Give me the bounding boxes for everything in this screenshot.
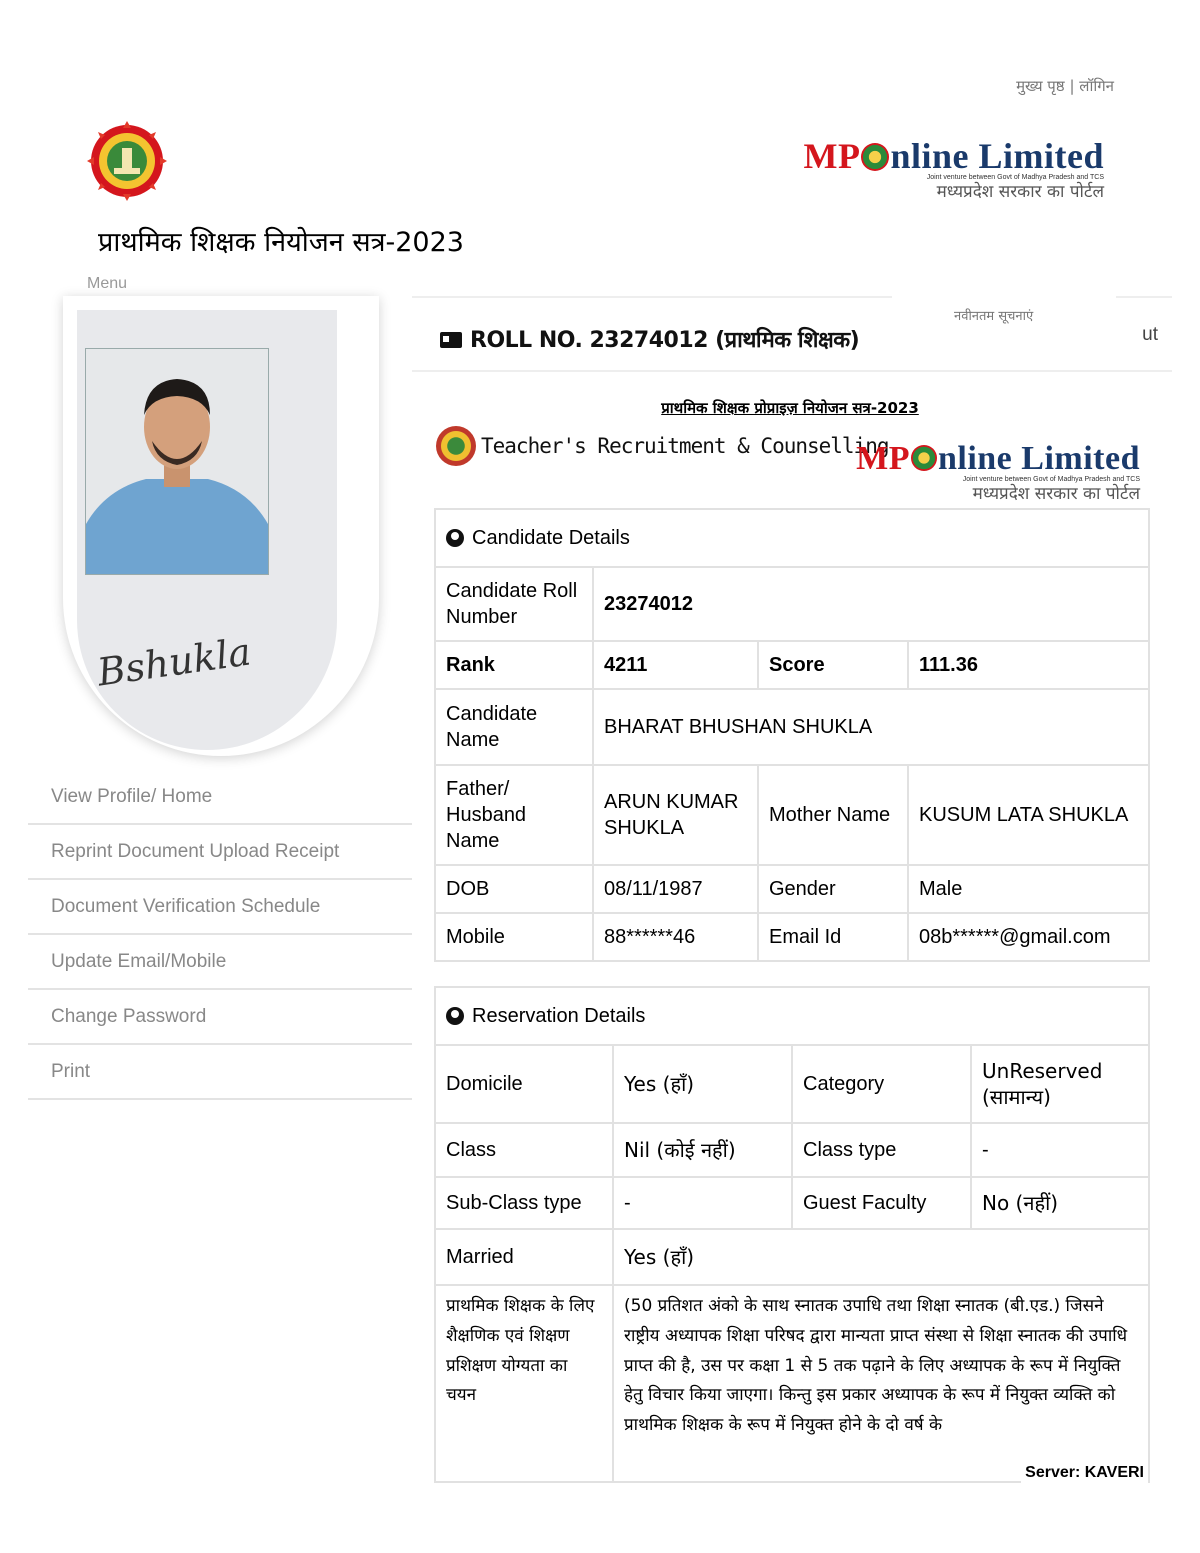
login-link[interactable]: लॉगिन bbox=[1079, 77, 1114, 95]
category-value: UnReserved (सामान्य) bbox=[971, 1045, 1149, 1123]
gender-value: Male bbox=[908, 865, 1149, 913]
mobile-value: 88******46 bbox=[593, 913, 758, 961]
user-circle-icon bbox=[446, 529, 464, 547]
candidate-details-heading bbox=[435, 509, 1149, 567]
brand-doc-hindi: मध्यप्रदेश सरकार का पोर्टल bbox=[972, 483, 1140, 504]
candidate-photo bbox=[85, 348, 269, 575]
id-card-icon bbox=[440, 332, 462, 348]
server-label: Server: KAVERI bbox=[1021, 1462, 1148, 1484]
news-ticker bbox=[892, 294, 1116, 370]
brand-doc-name: nline Limited bbox=[937, 440, 1140, 477]
father-value: ARUN KUMAR SHUKLA bbox=[593, 765, 758, 865]
reservation-section-title: Reservation Details bbox=[472, 1005, 646, 1027]
sidebar-item-verification-schedule[interactable]: Document Verification Schedule bbox=[28, 880, 412, 935]
dob-value: 08/11/1987 bbox=[593, 865, 758, 913]
trc-label: Teacher's Recruitment & Counselling bbox=[481, 434, 889, 458]
father-label: Father/ Husband Name bbox=[435, 765, 593, 865]
brand-doc-tagline: Joint venture between Govt of Madhya Pradesh and TCS bbox=[962, 476, 1140, 483]
class-label: Class bbox=[435, 1123, 613, 1177]
mponline-logo bbox=[804, 138, 1105, 202]
candidate-section-title: Candidate Details bbox=[472, 527, 630, 549]
class-value: Nil (कोई नहीं) bbox=[613, 1123, 792, 1177]
sidebar-item-view-profile[interactable]: View Profile/ Home bbox=[28, 770, 412, 825]
sidebar-item-reprint-receipt[interactable]: Reprint Document Upload Receipt bbox=[28, 825, 412, 880]
name-value: BHARAT BHUSHAN SHUKLA bbox=[593, 689, 1149, 765]
class-type-label: Class type bbox=[792, 1123, 971, 1177]
name-label: Candidate Name bbox=[435, 689, 593, 765]
sidebar-item-update-email-mobile[interactable]: Update Email/Mobile bbox=[28, 935, 412, 990]
email-value: 08b******@gmail.com bbox=[908, 913, 1149, 961]
married-label: Married bbox=[435, 1229, 613, 1285]
roll-title-text: ROLL NO. 23274012 (प्राथमिक शिक्षक) bbox=[470, 328, 860, 353]
email-label: Email Id bbox=[758, 913, 908, 961]
dob-label: DOB bbox=[435, 865, 593, 913]
subclass-value: - bbox=[613, 1177, 792, 1229]
score-value: 111.36 bbox=[908, 641, 1149, 689]
qualification-label: प्राथमिक शिक्षक के लिए शैक्षणिक एवं शिक्षण प्रशिक्षण योग्यता का चयन bbox=[435, 1285, 613, 1482]
reservation-details-heading bbox=[435, 987, 1149, 1045]
mp-seal-icon bbox=[436, 426, 476, 466]
top-links bbox=[1016, 76, 1114, 96]
reservation-details-table bbox=[434, 986, 1150, 1483]
brand-tagline: Joint venture between Govt of Madhya Pradesh and TCS bbox=[926, 174, 1104, 181]
brand-doc-mp: MP bbox=[856, 440, 910, 477]
guest-faculty-label: Guest Faculty bbox=[792, 1177, 971, 1229]
user-circle-icon bbox=[446, 1007, 464, 1025]
rank-value: 4211 bbox=[593, 641, 758, 689]
document-heading: प्राथमिक शिक्षक प्रोप्राइज़ नियोजन सत्र-2023 bbox=[661, 399, 919, 417]
brand-name: nline Limited bbox=[890, 136, 1104, 176]
rank-label: Rank bbox=[435, 641, 593, 689]
qualification-value: (50 प्रतिशत अंको के साथ स्नातक उपाधि तथा शिक्षा स्नातक (बी.एड.) जिसने राष्ट्रीय अध्यापक शिक्षा परिषद द्वारा मान्यता प्राप्त संस्था से शिक्षा स्नातक की उपाधि प्राप्त की है, उस पर कक्षा 1 से 5 तक पढ़ाने के लिए अध्यापक के रूप में नियुक्ति हेतु विचार किया जाएगा। किन्तु इस प्रकार अध्यापक के रूप में नियुक्त व्यक्ति को प्राथमिक शिक्षक के रूप में नियुक्त होने के दो वर्ष के bbox=[613, 1285, 1149, 1482]
domicile-label: Domicile bbox=[435, 1045, 613, 1123]
subclass-label: Sub-Class type bbox=[435, 1177, 613, 1229]
sidebar-item-change-password[interactable]: Change Password bbox=[28, 990, 412, 1045]
link-separator: | bbox=[1069, 77, 1075, 95]
brand-mp: MP bbox=[803, 136, 861, 176]
mp-government-emblem bbox=[86, 120, 168, 202]
profile-photo-card bbox=[63, 296, 379, 756]
roll-title bbox=[440, 324, 859, 354]
news-label[interactable]: नवीनतम सूचनाएं bbox=[954, 309, 1034, 324]
mother-value: KUSUM LATA SHUKLA bbox=[908, 765, 1149, 865]
mother-label: Mother Name bbox=[758, 765, 908, 865]
page-title: प्राथमिक शिक्षक नियोजन सत्र-2023 bbox=[98, 227, 464, 258]
guest-faculty-value: No (नहीं) bbox=[971, 1177, 1149, 1229]
brand-doc-o-emblem bbox=[911, 445, 937, 471]
married-value: Yes (हाँ) bbox=[613, 1229, 1149, 1285]
domicile-value: Yes (हाँ) bbox=[613, 1045, 792, 1123]
mponline-logo-document bbox=[856, 442, 1140, 504]
trc-logo bbox=[436, 426, 889, 466]
photo-scan bbox=[77, 310, 337, 750]
logout-link[interactable]: ut bbox=[1142, 324, 1158, 345]
mobile-label: Mobile bbox=[435, 913, 593, 961]
brand-o-emblem bbox=[861, 143, 889, 171]
roll-label: Candidate Roll Number bbox=[435, 567, 593, 641]
category-label: Category bbox=[792, 1045, 971, 1123]
sidebar-item-print[interactable]: Print bbox=[28, 1045, 412, 1100]
menu-label[interactable]: Menu bbox=[87, 275, 128, 292]
score-label: Score bbox=[758, 641, 908, 689]
roll-value: 23274012 bbox=[593, 567, 1149, 641]
class-type-value: - bbox=[971, 1123, 1149, 1177]
roll-number-header bbox=[412, 296, 1172, 372]
candidate-details-table bbox=[434, 508, 1150, 962]
sidebar-menu bbox=[28, 770, 412, 1100]
signature-image: Bshukla bbox=[94, 629, 254, 695]
gender-label: Gender bbox=[758, 865, 908, 913]
brand-hindi: मध्यप्रदेश सरकार का पोर्टल bbox=[936, 181, 1104, 202]
home-link[interactable]: मुख्य पृष्ठ bbox=[1016, 77, 1065, 95]
